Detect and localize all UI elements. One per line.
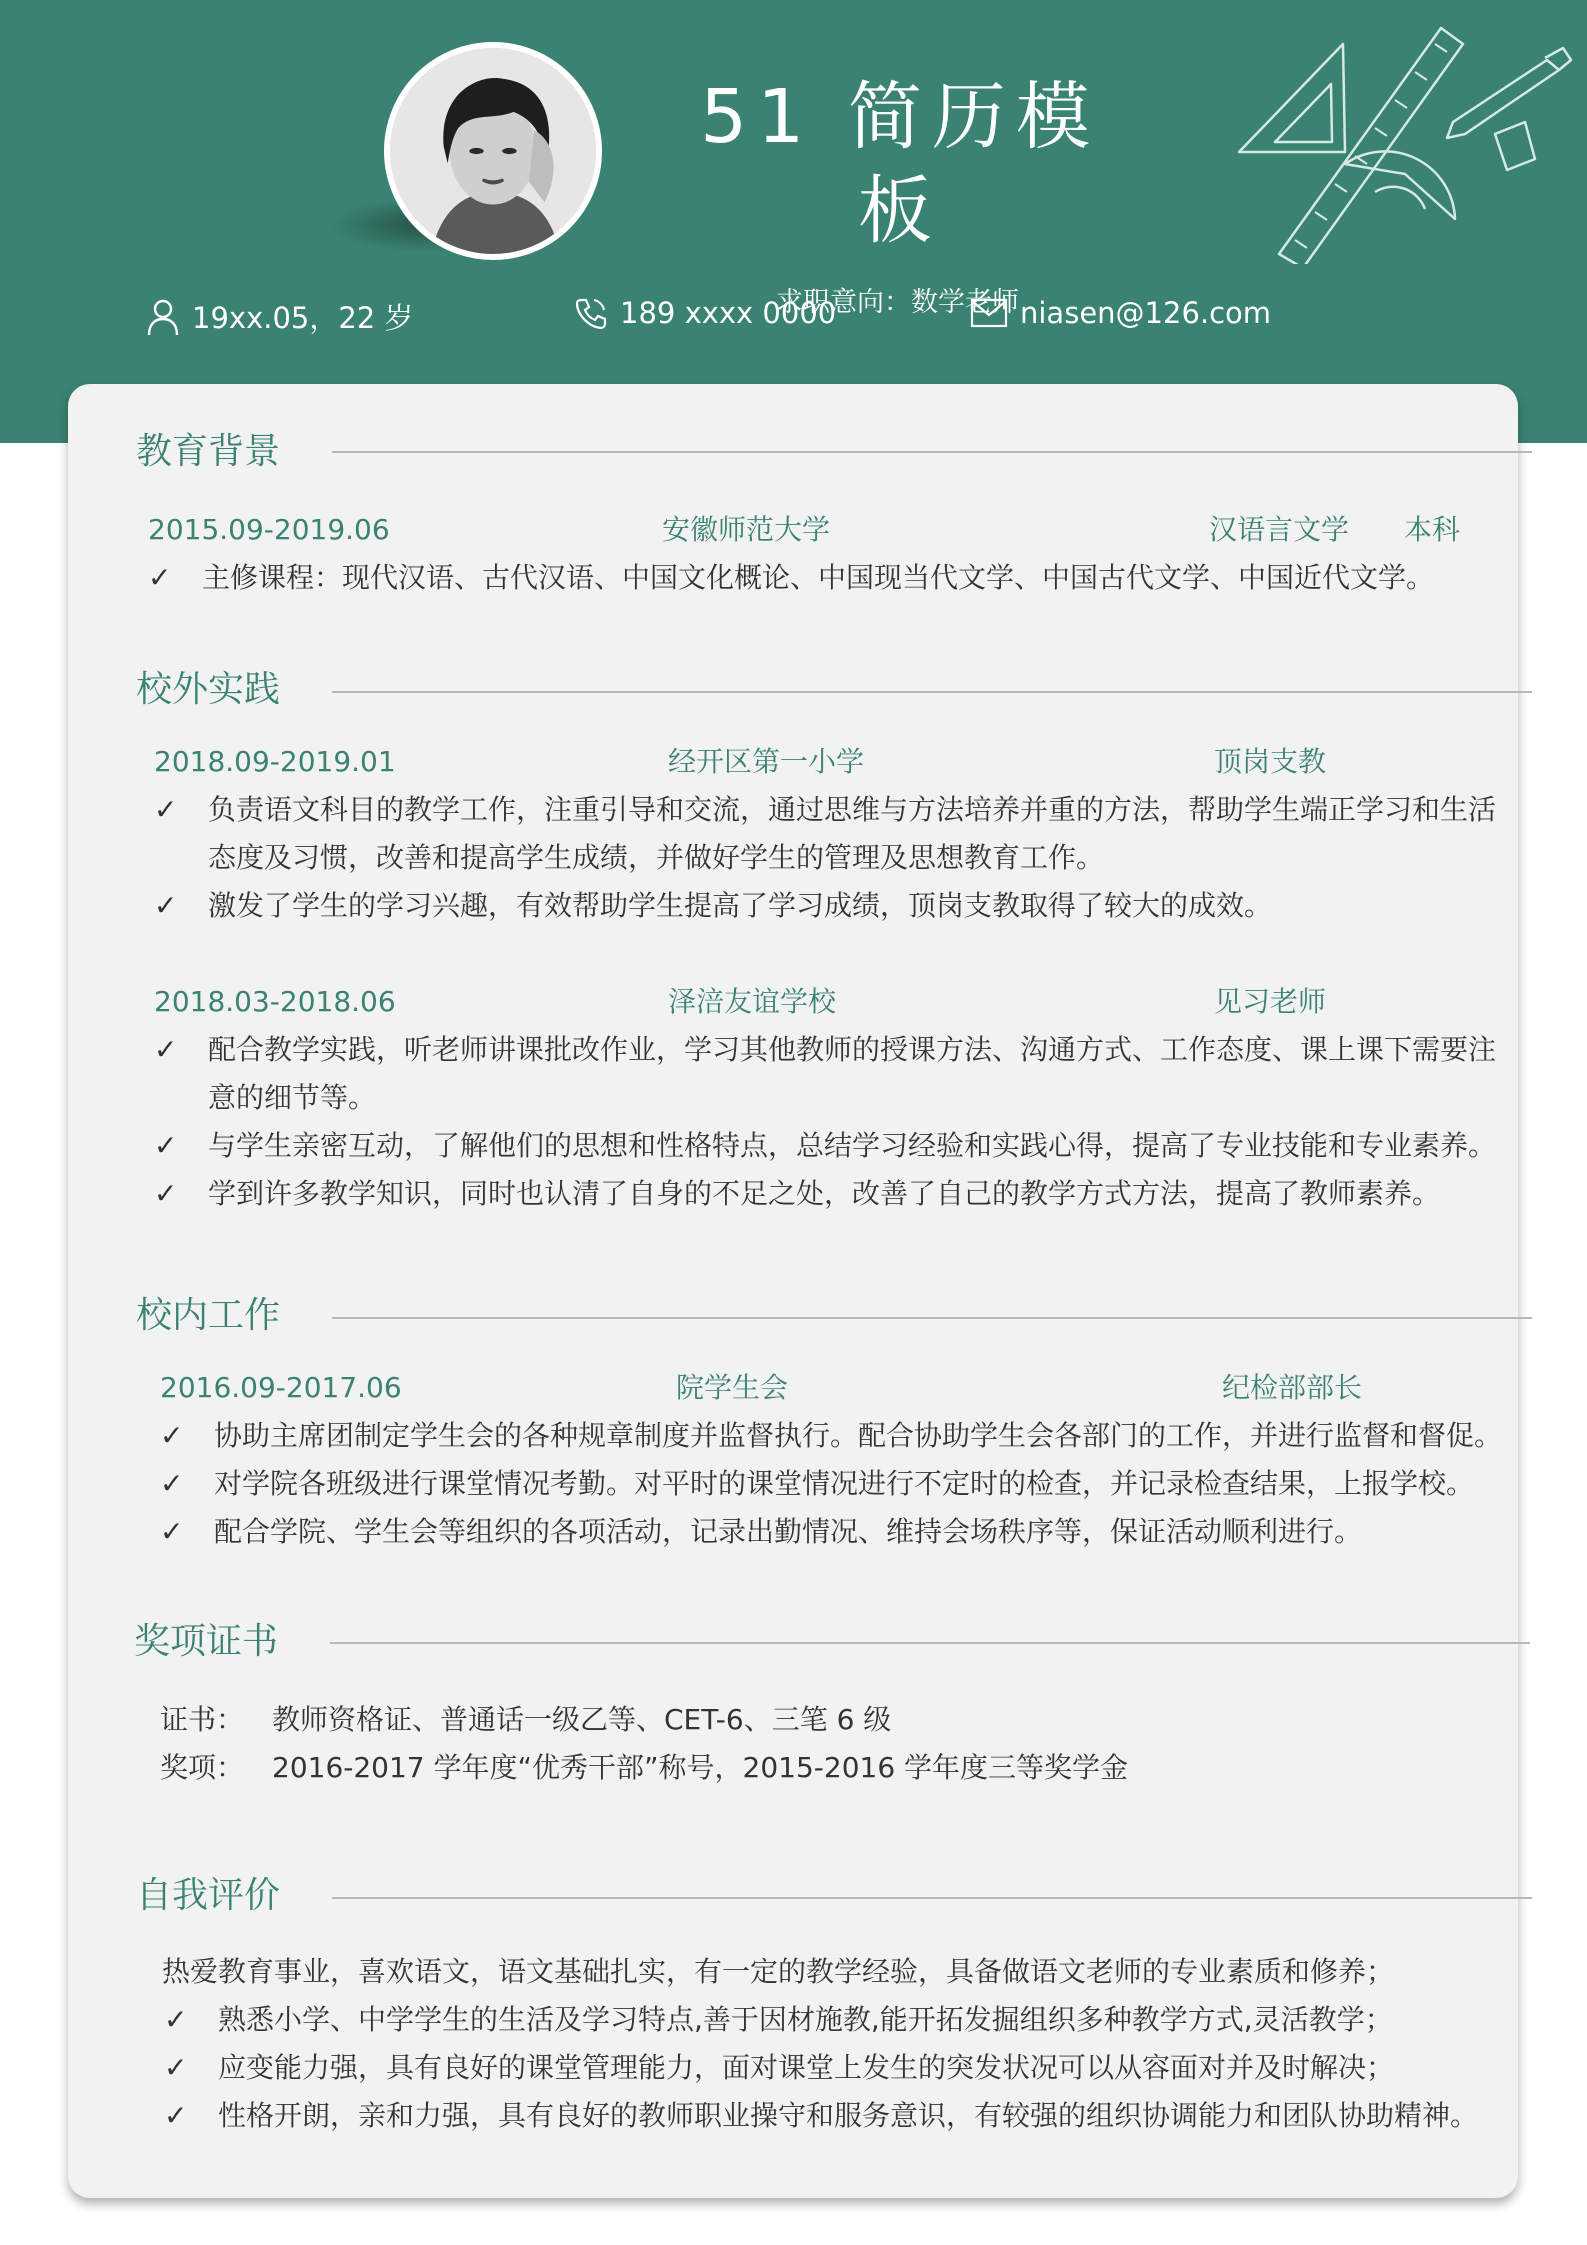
cert-label: 证书： xyxy=(160,1703,245,1736)
check-icon: ✓ xyxy=(164,2051,188,2084)
practice-role: 顶岗支教 xyxy=(1214,745,1327,778)
birth-info xyxy=(146,296,413,337)
email-info xyxy=(970,296,1271,330)
practice-line: 态度及习惯，改善和提高学生成绩，并做好学生的管理及思想教育工作。 xyxy=(208,841,1105,874)
section-title-education: 教育背景 xyxy=(136,431,281,472)
section-divider xyxy=(330,1642,1530,1644)
award-value: 2016-2017 学年度“优秀干部”称号，2015-2016 学年度三等奖学金 xyxy=(272,1751,1129,1784)
check-icon: ✓ xyxy=(154,1033,178,1066)
practice-org: 泽涪友谊学校 xyxy=(668,985,837,1018)
practice-period: 2018.09-2019.01 xyxy=(154,745,396,778)
self-eval-line: 应变能力强，具有良好的课堂管理能力，面对课堂上发生的突发状况可以从容面对并及时解决； xyxy=(218,2051,1395,2084)
practice-line: 负责语文科目的教学工作，注重引导和交流，通过思维与方法培养并重的方法，帮助学生端正学习和生活 xyxy=(208,793,1497,826)
section-title-campus: 校内工作 xyxy=(136,1295,281,1336)
campus-period: 2016.09-2017.06 xyxy=(160,1371,402,1404)
check-icon: ✓ xyxy=(148,561,172,594)
campus-org: 院学生会 xyxy=(676,1371,789,1404)
self-eval-intro: 热爱教育事业，喜欢语文，语文基础扎实，有一定的教学经验，具备做语文老师的专业素质和修养； xyxy=(162,1955,1395,1988)
campus-line: 配合学院、学生会等组织的各项活动，记录出勤情况、维持会场秩序等，保证活动顺利进行。 xyxy=(214,1515,1363,1548)
campus-line: 对学院各班级进行课堂情况考勤。对平时的课堂情况进行不定时的检查，并记录检查结果，上报学校。 xyxy=(214,1467,1475,1500)
section-title-self-eval: 自我评价 xyxy=(136,1875,281,1916)
campus-line: 协助主席团制定学生会的各种规章制度并监督执行。配合协助学生会各部门的工作，并进行监督和督促。 xyxy=(214,1419,1503,1452)
section-divider xyxy=(332,691,1532,693)
check-icon: ✓ xyxy=(154,889,178,922)
check-icon: ✓ xyxy=(154,1129,178,1162)
section-divider xyxy=(332,1317,1532,1319)
mail-icon xyxy=(970,298,1008,328)
check-icon: ✓ xyxy=(164,2003,188,2036)
email-text: niasen@126.com xyxy=(1020,296,1272,330)
education-period: 2015.09-2019.06 xyxy=(148,513,390,546)
practice-line: 学到许多教学知识，同时也认清了自身的不足之处，改善了自己的教学方式方法，提高了教师素养。 xyxy=(208,1177,1441,1210)
practice-line: 与学生亲密互动，了解他们的思想和性格特点，总结学习经验和实践心得，提高了专业技能和专业素养。 xyxy=(208,1129,1497,1162)
ruler-protractor-decoration xyxy=(1225,14,1585,264)
check-icon: ✓ xyxy=(154,793,178,826)
practice-line: 配合教学实践，听老师讲课批改作业，学习其他教师的授课方法、沟通方式、工作态度、课上课下需要注 xyxy=(208,1033,1497,1066)
phone-info xyxy=(574,296,836,330)
check-icon: ✓ xyxy=(164,2099,188,2132)
resume-card xyxy=(68,384,1518,2198)
cert-value: 教师资格证、普通话一级乙等、CET-6、三笔 6 级 xyxy=(272,1703,892,1736)
practice-role: 见习老师 xyxy=(1214,985,1327,1018)
portrait-image xyxy=(390,48,596,254)
self-eval-line: 性格开朗，亲和力强，具有良好的教师职业操守和服务意识，有较强的组织协调能力和团队协助精神。 xyxy=(218,2099,1479,2132)
job-intention: 求职意向：数学老师 xyxy=(776,287,1019,318)
award-label: 奖项： xyxy=(160,1751,245,1784)
check-icon: ✓ xyxy=(160,1467,184,1500)
section-divider xyxy=(332,1897,1532,1899)
section-title-practice: 校外实践 xyxy=(136,669,281,710)
check-icon: ✓ xyxy=(160,1419,184,1452)
check-icon: ✓ xyxy=(154,1177,178,1210)
practice-line: 激发了学生的学习兴趣，有效帮助学生提高了学习成绩，顶岗支教取得了较大的成效。 xyxy=(208,889,1273,922)
self-eval-line: 熟悉小学、中学学生的生活及学习特点,善于因材施教,能开拓发掘组织多种教学方式,灵活教学； xyxy=(218,2003,1393,2036)
practice-period: 2018.03-2018.06 xyxy=(154,985,396,1018)
phone-icon xyxy=(574,296,608,330)
practice-org: 经开区第一小学 xyxy=(668,745,865,778)
section-title-awards: 奖项证书 xyxy=(134,1621,279,1662)
education-courses: 主修课程：现代汉语、古代汉语、中国文化概论、中国现当代文学、中国古代文学、中国近代文学。 xyxy=(202,561,1435,594)
education-school: 安徽师范大学 xyxy=(662,513,831,546)
education-degree: 本科 xyxy=(1404,513,1461,546)
education-major: 汉语言文学 xyxy=(1209,513,1350,546)
person-icon xyxy=(146,298,180,336)
avatar xyxy=(384,42,602,260)
practice-line: 意的细节等。 xyxy=(208,1081,377,1114)
resume-title: 51 简历模板 xyxy=(700,74,1100,254)
check-icon: ✓ xyxy=(160,1515,184,1548)
birth-text: 19xx.05，22 岁 xyxy=(192,301,414,335)
phone-text: 189 xxxx 0000 xyxy=(620,296,837,330)
campus-role: 纪检部部长 xyxy=(1222,1371,1363,1404)
section-divider xyxy=(332,451,1532,453)
